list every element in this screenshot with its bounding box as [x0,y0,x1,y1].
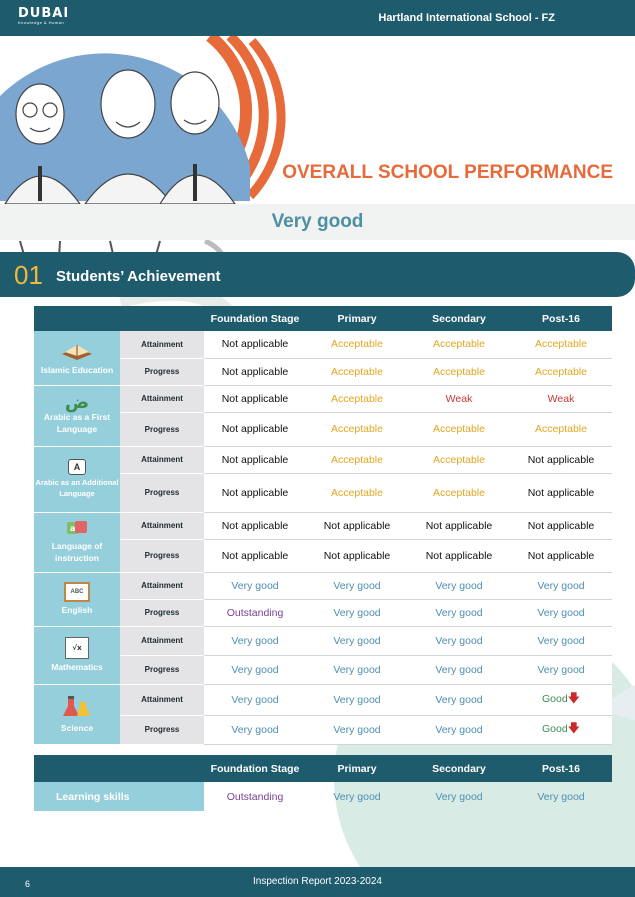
table-cell: Not applicable [306,539,408,572]
logo-sub: Knowledge & Human [18,20,65,25]
table-cell: Outstanding [204,599,306,626]
table-cell: Very good [537,790,585,803]
math-board-icon: √x [65,637,89,659]
table-row [34,539,612,572]
table-cell: Acceptable [408,412,510,446]
table-row [34,512,612,539]
row-type: Attainment [120,684,204,715]
table-cell: Acceptable [306,412,408,446]
table-cell: Acceptable [306,385,408,412]
table-cell: Acceptable [408,446,510,473]
column-header: Post-16 [510,755,612,782]
hero-banner [0,36,635,276]
cell-value: Good [541,693,568,705]
table-cell: Not applicable [408,539,510,572]
table-cell: Very good [510,626,612,655]
table-cell: Very good [204,715,306,744]
hero-illustration [0,36,635,276]
row-type: Progress [120,412,204,446]
table-cell: Very good [306,655,408,684]
table-cell: Acceptable [408,358,510,385]
table-cell: Outstanding [226,790,284,803]
table-cell: Acceptable [510,412,612,446]
table-cell [510,715,612,744]
table-cell: Very good [204,626,306,655]
column-header: Foundation Stage [204,306,306,331]
table-cell: Not applicable [306,512,408,539]
table-row [34,331,612,358]
table-cell: Acceptable [306,331,408,358]
table-cell [510,684,612,715]
arabic-letter-icon: ض [64,391,90,413]
footer-bar [0,867,635,897]
section-header [0,252,635,297]
table-header-row [34,306,612,331]
table-row [34,473,612,512]
table-cell: Not applicable [204,512,306,539]
row-type: Progress [120,655,204,684]
column-header: Primary [306,306,408,331]
table-cell: Very good [306,715,408,744]
table-row [34,385,612,412]
table-cell: Very good [408,655,510,684]
language-icon [65,520,89,538]
overall-rating-band [0,204,635,240]
table-row [34,684,612,715]
column-header: Post-16 [510,306,612,331]
table-cell: Very good [333,790,381,803]
table-row [34,626,612,655]
column-header: Primary [306,755,408,782]
row-type: Progress [120,599,204,626]
section-number: 01 [14,260,43,290]
table-cell: Weak [510,385,612,412]
subject-name: Arabic as a First Language [43,411,111,434]
arrow-down-icon: 🡇 [567,691,581,705]
achievement-table [34,306,612,745]
table-cell: Not applicable [510,539,612,572]
table-cell: Weak [408,385,510,412]
table-cell: Acceptable [408,473,510,512]
table-cell: Not applicable [204,385,306,412]
flask-icon [62,694,92,720]
table-cell: Very good [435,790,483,803]
table-cell: Very good [306,599,408,626]
table-cell: Very good [306,684,408,715]
table-row [34,655,612,684]
subject-name: English [61,605,93,615]
column-header: Secondary [408,755,510,782]
subject-cell [34,684,120,744]
table-cell: Not applicable [204,446,306,473]
row-type: Attainment [120,572,204,599]
table-cell: Very good [204,572,306,599]
learning-skills-label: Learning skills [34,782,204,811]
translate-icon: A [68,459,86,475]
row-type: Attainment [120,446,204,473]
subject-name: Islamic Education [40,364,114,375]
table-cell: Very good [408,684,510,715]
table-cell: Acceptable [306,358,408,385]
table-cell: Not applicable [510,473,612,512]
subject-cell [34,385,120,446]
row-type: Attainment [120,626,204,655]
row-type: Attainment [120,512,204,539]
row-type: Progress [120,539,204,572]
table-cell: Not applicable [204,539,306,572]
school-name: Hartland International School - FZ [378,12,555,24]
subject-cell [34,626,120,684]
table-row [34,715,612,744]
cell-value: Good [541,723,568,735]
header-corner [34,755,204,782]
table-cell: Acceptable [306,473,408,512]
table-cell: Not applicable [408,512,510,539]
arrow-down-icon: 🡇 [567,721,581,735]
table-cell: Very good [510,572,612,599]
subject-cell [34,331,120,385]
quran-icon [60,340,94,362]
table-cell: Acceptable [408,331,510,358]
page-title: OVERALL SCHOOL PERFORMANCE [282,162,613,183]
svg-text:a: a [70,524,76,533]
footer-title: Inspection Report 2023-2024 [253,876,382,887]
table-row [34,782,612,811]
row-type: Attainment [120,331,204,358]
table-cell: Not applicable [510,446,612,473]
table-cell: Very good [408,572,510,599]
subject-name: Language of instruction [51,541,103,563]
table-cell: Very good [510,599,612,626]
table-header-row [34,755,612,782]
subject-name: Mathematics [51,662,103,672]
column-header: Foundation Stage [204,755,306,782]
subject-name: Arabic as an Additional Language [35,478,119,498]
table-cell: Not applicable [204,412,306,446]
subject-cell [34,512,120,572]
learning-skills-table [34,755,612,811]
table-row [34,446,612,473]
table-cell: Very good [306,572,408,599]
abc-board-icon: ABC [64,582,90,602]
table-cell: Not applicable [204,331,306,358]
table-row [34,599,612,626]
table-row [34,572,612,599]
table-cell: Not applicable [204,473,306,512]
table-row [34,412,612,446]
subject-cell [34,572,120,626]
logo-word: DUBAI [18,6,70,21]
section-title: Students’ Achievement [56,268,221,285]
header-corner [120,306,204,331]
top-bar [0,0,635,36]
row-type: Attainment [120,385,204,412]
table-row [34,358,612,385]
subject-cell [34,446,120,512]
table-cell: Not applicable [204,358,306,385]
row-type: Progress [120,358,204,385]
row-type: Progress [120,473,204,512]
table-cell: Very good [408,715,510,744]
page-number: 6 [25,879,31,889]
table-cell: Not applicable [510,512,612,539]
table-cell: Acceptable [510,358,612,385]
table-cell: Very good [408,599,510,626]
table-cell: Very good [204,684,306,715]
table-cell: Acceptable [306,446,408,473]
table-cell: Very good [408,626,510,655]
table-cell: Very good [204,655,306,684]
row-type: Progress [120,715,204,744]
overall-rating: Very good [271,211,364,232]
dubai-logo [18,7,69,25]
table-cell: Very good [306,626,408,655]
column-header: Secondary [408,306,510,331]
subject-name: Science [60,723,94,733]
table-cell: Very good [510,655,612,684]
table-cell: Acceptable [510,331,612,358]
header-corner [34,306,120,331]
